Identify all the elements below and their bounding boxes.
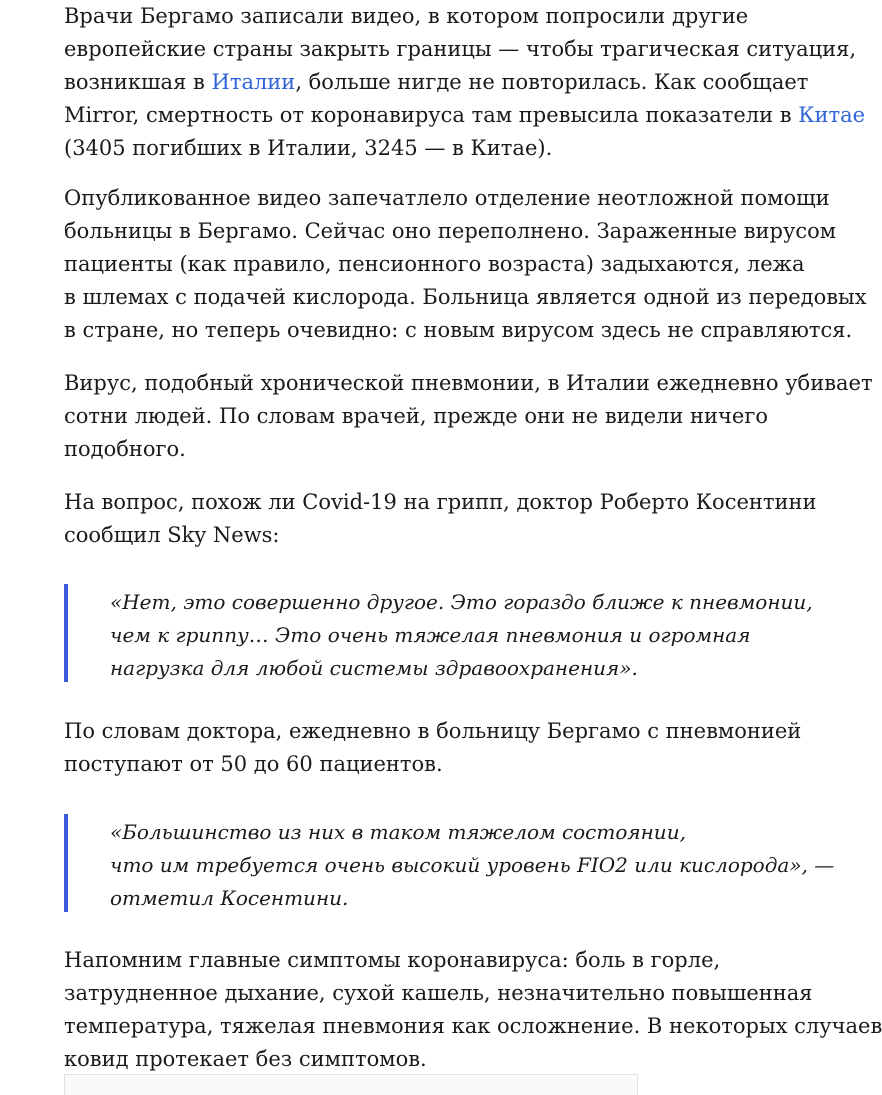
text-line: Врачи Бергамо записали видео, в котором попросили другие [64,4,749,28]
blockquote-oxygen [64,814,835,912]
quote-line: чем к гриппу… Это очень тяжелая пневмония и огромная [110,623,751,647]
text-fragment: Mirror, смертность от коронавируса там превысила показатели в [64,103,799,127]
quote-text [110,816,835,915]
text-line: сотни людей. По словам врачей, прежде они не видели ничего [64,404,768,428]
text-line: сообщил Sky News: [64,523,280,547]
text-fragment: возникшая в [64,70,212,94]
text-line: Опубликованное видео запечатлело отделение неотложной помощи [64,186,830,210]
paragraph-question [64,486,817,552]
text-line [64,66,809,99]
quote-line: что им требуется очень высокий уровень FIO2 или кислорода», — [110,853,835,877]
link-italy[interactable]: Италии [211,70,296,94]
text-line [64,99,866,132]
text-line: больницы в Бергамо. Сейчас оно переполнено. Зараженные вирусом [64,219,837,243]
text-line: затрудненное дыхание, сухой кашель, незначительно повышенная [64,981,813,1005]
quote-text [110,586,813,685]
text-line: (3405 погибших в Италии, 3245 — в Китае). [64,136,553,160]
paragraph-doctor [64,715,802,781]
text-line: Вирус, подобный хронической пневмонии, в Италии ежедневно убивает [64,371,873,395]
paragraph-symptoms [64,944,882,1076]
paragraph-intro [64,0,866,165]
text-line: ковид протекает без симптомов. [64,1047,427,1071]
text-line: поступают от 50 до 60 пациентов. [64,752,443,776]
link-china[interactable]: Китае [798,103,866,127]
quote-accent-bar [64,814,68,912]
text-line: температура, тяжелая пневмония как осложнение. В некоторых случаев [64,1014,882,1038]
text-line: в стране, но теперь очевидно: с новым вирусом здесь не справляются. [64,318,853,342]
text-fragment: , больше нигде не повторилась. Как сообщает [295,70,809,94]
text-line: подобного. [64,437,186,461]
text-line: Напомним главные симптомы коронавируса: боль в горле, [64,948,721,972]
quote-line: нагрузка для любой системы здравоохранения». [110,656,638,680]
quote-line: «Большинство из них в таком тяжелом состоянии, [110,820,686,844]
text-line: пациенты (как правило, пенсионного возраста) задыхаются, лежа [64,252,805,276]
quote-line: отметил Косентини. [110,886,349,910]
blockquote-pneumonia [64,584,813,682]
text-line: в шлемах с подачей кислорода. Больница является одной из передовых [64,285,867,309]
paragraph-video [64,182,867,347]
quote-accent-bar [64,584,68,682]
quote-line: «Нет, это совершенно другое. Это гораздо ближе к пневмонии, [110,590,813,614]
text-line: европейские страны закрыть границы — чтобы трагическая ситуация, [64,37,857,61]
text-line: По словам доктора, ежедневно в больницу Бергамо с пневмонией [64,719,802,743]
paragraph-virus [64,367,873,466]
text-line: На вопрос, похож ли Covid-19 на грипп, доктор Роберто Косентини [64,490,817,514]
embed-frame-edge [64,1074,638,1095]
